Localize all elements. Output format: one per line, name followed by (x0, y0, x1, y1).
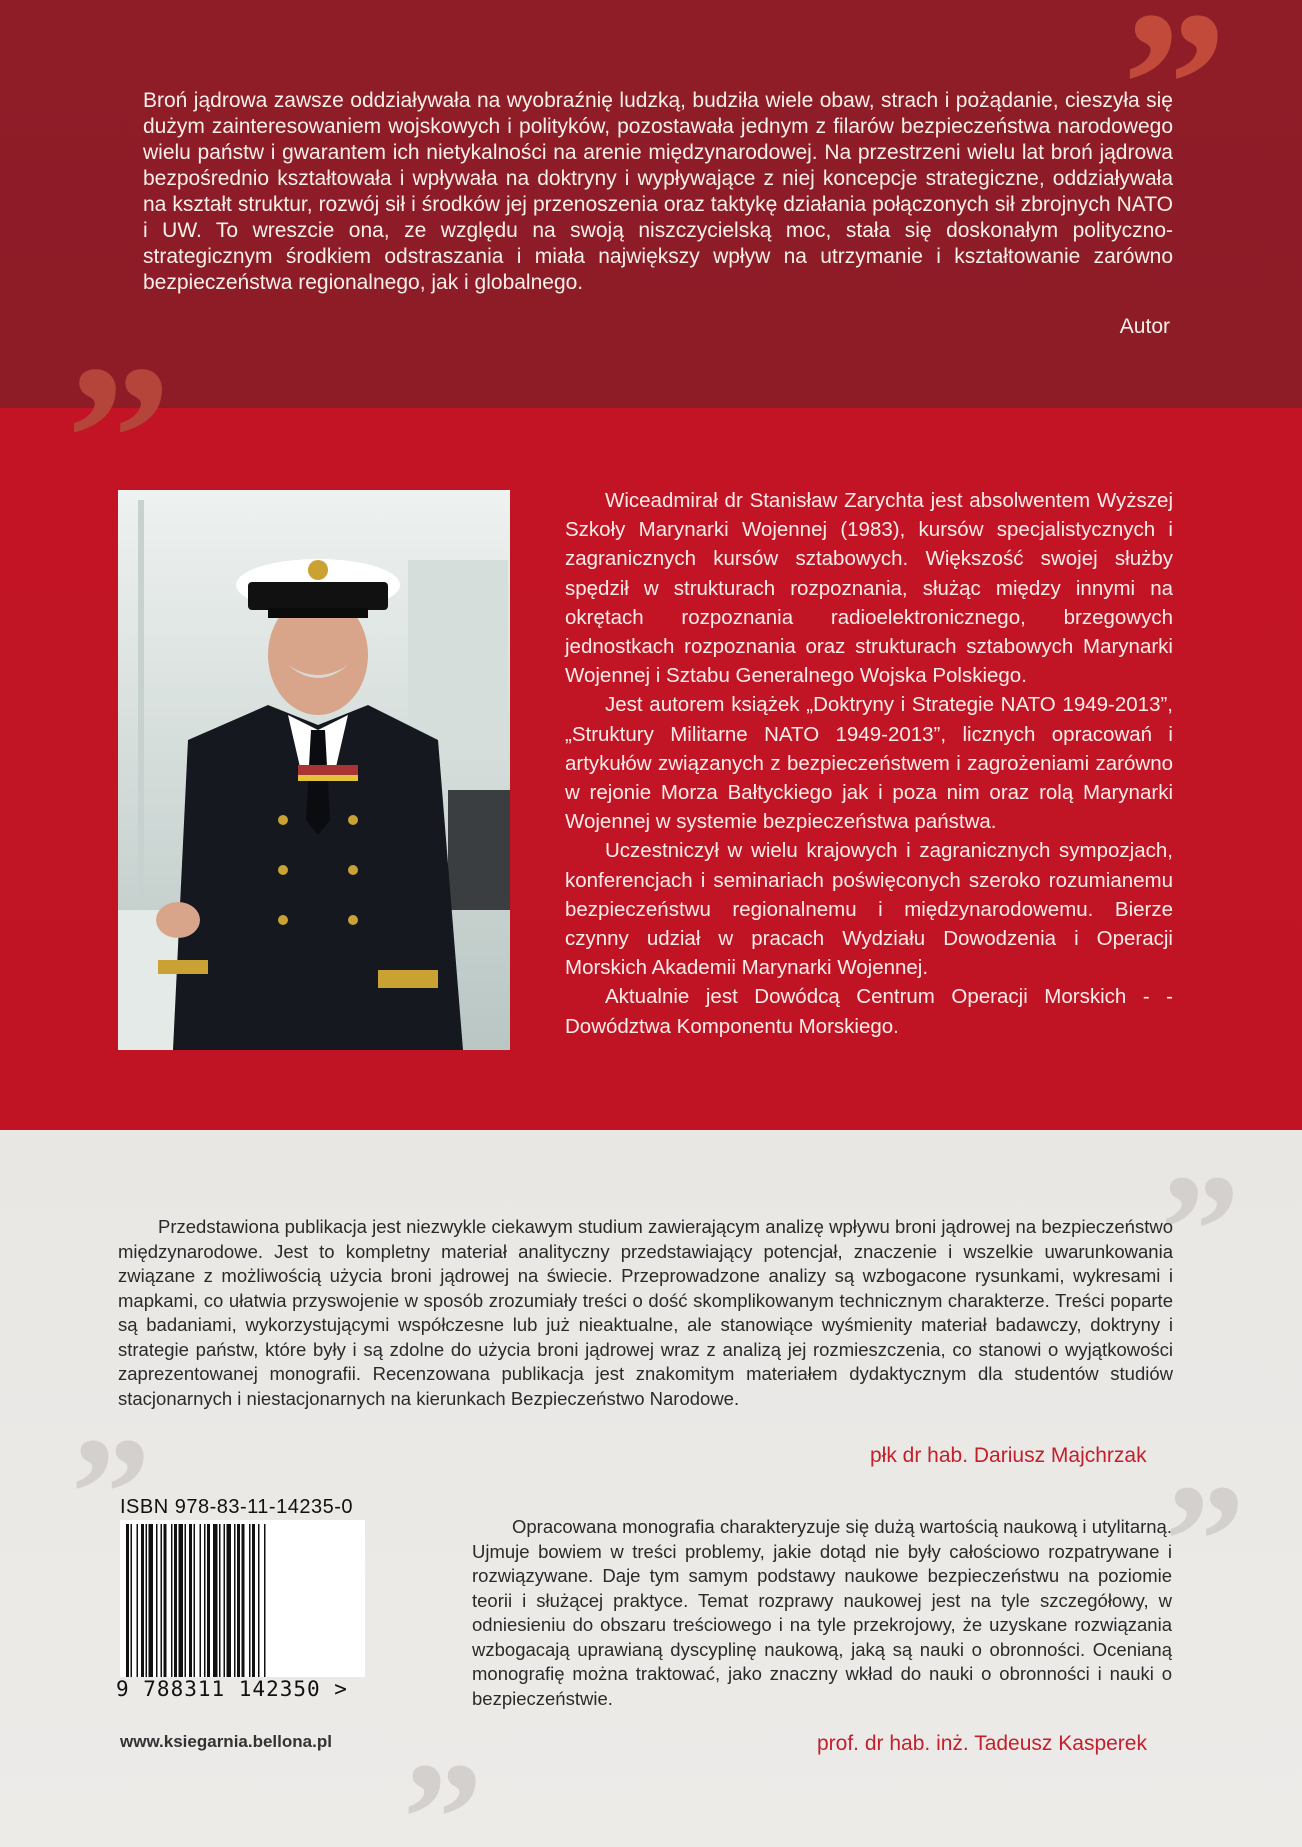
review-1-text: Przedstawiona publikacja jest niezwykle ciekawym studium zawierającym analizę wpływu broni jądrowej na bezpieczeństwo międzynarodowe. Jest to kompletny materiał analityczny przedstawiający potencjał, znaczenie i wszelkie uwarunkowania związane z możliwością użycia broni jądrowej na świecie. Przeprowadzone analizy są wzbogacone rysunkami, wykresami i mapkami, co ułatwia przyswojenie w sposób zrozumiały treści o dość skomplikowanym technicznym charakterze. Treści poparte są badaniami, wykorzystującymi współczesne lub już nieaktualne, ale stanowiące wyśmienity materiał badawczy, doktryny i strategie państw, które były i są zdolne do użycia broni jądrowej wraz z analizą jej rozmieszczenia, co stanowi o wyjątkowości zaprezentowanej monografii. Recenzowana publikacja jest znakomitym materiałem dydaktycznym dla studentów studiów stacjonarnych i niestacjonarnych na kierunkach Bezpieczeństwo Narodowe. (118, 1216, 1173, 1409)
review-1 (118, 1215, 1173, 1411)
isbn-label: ISBN 978-83-11-14235-0 (120, 1496, 353, 1518)
opening-quote-mark-icon: „ (68, 214, 173, 446)
author-photo (118, 490, 510, 1050)
quote-attribution: Autor (1119, 315, 1170, 338)
publisher-url[interactable]: www.ksiegarnia.bellona.pl (120, 1732, 332, 1751)
author-bio (565, 486, 1173, 1041)
closing-quote-mark-icon: ” (1165, 1451, 1245, 1629)
bio-paragraph: Uczestniczył w wielu krajowych i zagranicznych sympozjach, konferencjach i seminariach poświęconych szeroko rozumianemu bezpieczeństwu regionalnemu i międzynarodowemu. Bierze czynny udział w pracach Wydziału Dowodzenia i Operacji Morskich Akademii Marynarki Wojennej. (565, 839, 1173, 980)
opening-quote-mark-icon: „ (404, 1646, 484, 1824)
author-quote: Broń jądrowa zawsze oddziaływała na wyobraźnię ludzką, budziła wiele obaw, strach i pożądanie, cieszyła się dużym zainteresowaniem wojskowych i polityków, pozostawała jednym z filarów bezpieczeństwa narodowego wielu państw i gwarantem ich nietykalności na arenie międzynarodowej. Na przestrzeni wielu lat broń jądrowa bezpośrednio kształtowała i wpływała na doktryny i wypływające z niej koncepcje strategiczne, oddziaływała na kształt struktur, rozwój sił i środków jej przenoszenia oraz taktykę działania połączonych sił zbrojnych NATO i UW. To wreszcie ona, ze względu na swoją niszczycielską moc, stała się doskonałym polityczno-strategicznym środkiem odstraszania i miała największy wpływ na utrzymanie i kształtowanie zarówno bezpieczeństwa regionalnego, jak i globalnego. (143, 89, 1173, 294)
opening-quote-mark-icon: „ (72, 1321, 152, 1499)
closing-quote-mark-icon: ” (1122, 0, 1227, 201)
bio-paragraph: Jest autorem książek „Doktryny i Strategie NATO 1949-2013”, „Struktury Militarne NATO 1949-2013”, licznych opracowań i artykułów związanych z bezpieczeństwem i zagrożeniami zarówno w rejonie Morza Bałtyckiego jak i poza nim oraz rolą Marynarki Wojennej w systemie bezpieczeństwa państwa. (565, 693, 1173, 834)
barcode-digits: 9 788311 142350 > (116, 1677, 372, 1701)
bio-paragraph: Wiceadmirał dr Stanisław Zarychta jest absolwentem Wyższej Szkoły Marynarki Wojennej (1983), kursów specjalistycznych i zagranicznych kursów sztabowych. Większość swojej służby spędził w strukturach rozpoznania, służąc między innymi na okrętach rozpoznania radioelektronicznego, brzegowych jednostkach rozpoznania oraz strukturach sztabowych Marynarki Wojennej i Sztabu Generalnego Wojska Polskiego. (565, 489, 1173, 688)
review-2 (472, 1515, 1172, 1711)
review-2-signature: prof. dr hab. inż. Tadeusz Kasperek (817, 1732, 1147, 1755)
barcode-icon (120, 1520, 365, 1700)
bio-paragraph: Aktualnie jest Dowódcą Centrum Operacji Morskich - - Dowództwa Komponentu Morskiego. (565, 985, 1173, 1038)
review-1-signature: płk dr hab. Dariusz Majchrzak (870, 1444, 1147, 1467)
closing-quote-mark-icon: ” (1160, 1141, 1240, 1319)
review-2-text: Opracowana monografia charakteryzuje się dużą wartością naukową i utylitarną. Ujmuje bowiem w treści problemy, jakie dotąd nie były całościowo rozpatrywane i rozwiązywane. Daje tym samym podstawy naukowe bezpieczeństwu na poziomie teorii i służącej praktyce. Temat rozprawy naukowej jest na tyle szczegółowy, w odniesieniu do obszaru treściowego i na tyle przekrojowy, że uzyskane rozwiązania wzbogacają uprawianą dyscyplinę naukową, jaką są nauki o obronności. Ocenianą monografię można traktować, jako znaczny wkład do nauki o obronności i nauki o bezpieczeństwie. (472, 1516, 1172, 1709)
